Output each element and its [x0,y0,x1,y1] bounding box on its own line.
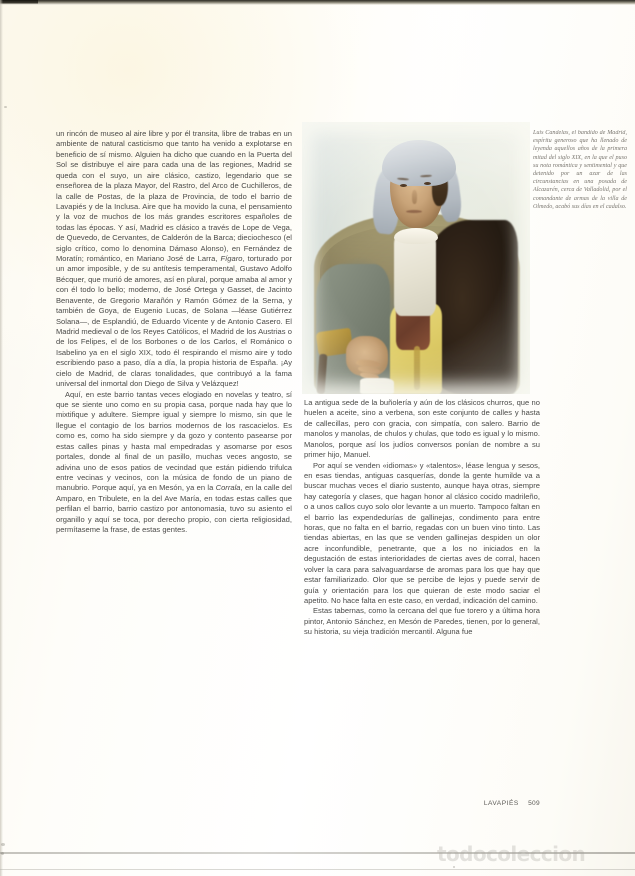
italic-title: Fígaro [220,254,243,264]
scan-bottom-seam-secondary [0,869,635,870]
scan-speck [4,106,7,108]
body-text-right-column [304,398,540,638]
running-foot [304,800,540,807]
paragraph: un rincón de museo al aire libre y por él transita, libre de trabas en un ambiente de natural casticismo que tanto ha venido a explotarse en beneficio de sí mismo. Alguien ha dicho que cuando en la Puerta del Sol se distribuye el aire para cada una de las regiones, Madrid se queda con el suyo, un aire clásico, castizo, legendario que se enseñorea de la plaza Mayor, del Rastro, del Arco de Cuchilleros, de la calle de Postas, de la plaza de Provincia, de todo el barrio de Lavapiés y de la Inclusa. Aire que ha movido la cuna, el pensamiento y la voz de muchos de los más grandes escritores españoles de todas las épocas. Y así, Madrid es clásico a través de Lope de Vega, de Quevedo, de Cervantes, de Calderón de la Barca; dieciochesco (el siglo crítico, como lo denomina Dámaso Alonso), en Fernández de Moratín; romántico, en Mariano José de Larra, Fígaro, torturado por un amor imposible, y de su antítesis temperamental, Gustavo Adolfo Bécquer, que murió de amores, así en plural, porque amaba al amor y con él todo lo bello; moderno, de José Ortega y Gasset, de Jacinto Benavente, de Gregorio Marañón y Ramón Gómez de la Serna, y también de Goya, de Eugenio Lucas, de Solana —léase Gutiérrez Solana—, de Esplandiú, de Eduardo Vicente y de Antonio Casero. El Madrid medieval o de los Reyes Católicos, el Madrid de los Austrias o de los Felipes, el de los Borbones o de los Carlos, el Románico o Isabelino ya en el siglo XIX, todo él respirando el mismo aire y todo escribiendo paso a paso, día a día, la propia historia de España. ¡Ay cielo de Madrid, de claras tonalidades, que contribuyó a la fama universal del inmortal don Diego de Silva y Velázquez! [56,129,292,389]
scan-speck [453,866,455,868]
running-foot-section: LAVAPIÉS [483,800,519,807]
illustration-caption: Luis Candelas, el bandido de Madrid, espíritu generoso que ha llenado de leyenda aquellos años de la primera mitad del siglo XIX, en la que el puso su nota romántica y sentimental y que detenido por un azar de las circunstancias en una posada de Alcazarén, cerca de Valladolid, por el comandante de armas de la villa de Olmedo, acabó sus días en el cadalso. [533,130,627,210]
scan-speck [1,852,4,855]
body-text-left-column [56,129,292,535]
page-folio-number: 509 [528,800,540,807]
paragraph: Estas tabernas, como la cercana del que fue torero y a última hora pintor, Antonio Sánchez, en Mesón de Paredes, tienen, por lo general, su historia, su vieja tradición mercantil. Alguna fue [304,606,540,637]
paragraph: La antigua sede de la buñolería y aún de los clásicos churros, que no huelen a aceite, sino a verbena, son este conjunto de calles y hasta de callecillas, pero con gracia, con simpatía, con salero. Barrio de manolos y manolas, de chulos y chulas, que todo es igual y lo mismo. Manolos, porque así los judíos conversos ponían de nombre a su primer hijo, Manuel. [304,398,540,460]
site-watermark: todocoleccion [437,842,586,866]
italic-title: Corrala [215,483,241,493]
portrait-illustration [302,122,530,394]
scan-speck [1,843,5,846]
vignette-overlay [302,122,530,394]
paragraph: Aquí, en este barrio tantas veces elogiado en novelas y teatro, sí que se siente uno como en su propia casa, porque nada hay que lo mixtifique y adultere. Siempre igual y siempre lo mismo, sin que le llegue el contagio de los barrios modernos de los rascacielos. Es como es, como ha sido siempre y da gozo y contento pasearse por estas calles pinas y hasta mal empedradas y asomarse por esos portales, donde al final de un pasillo, muchas veces angosto, se adivina uno de esos patios de vecindad que están pidiendo trifulca entre vecinas y vecinos, con la música de fondo de un piano de manubrio. Porque aquí, ya en Mesón, ya en la Corrala, en la calle del Amparo, en Tribulete, en la del Ave María, en todas estas calles que perfilan el barrio, barrio castizo por antonomasia, tuvo su asiento el organillo y aquí se toca, por derecho propio, con cierta religiosidad, permítaseme la frase, de estas gentes. [56,389,293,535]
paragraph: Por aquí se venden «idiomas» y «talentos», léase lengua y sesos, en esas tiendas, antiguas casquerías, donde la gente humilde va a buscar muchas veces el diario sustento, aunque haya otras, siempre hay categoría y clases, que hagan honor al clásico cocido madrileño, o a unos callos cuyo solo olor levante a un muerto. Tampoco faltan en el barrio las expendedurías de gallinejas, condimento para entre horas, que no falta en el barrio, regadas con un buen vino tinto. Las tiendas abiertas, en las que se venden gallinejas despiden un olor acre inconfundible, penetrante, que a los no iniciados en la degustación de estas interioridades de ciertas aves de corral, hacen volver la cara para salvaguardarse de aromas para los que hay que estar familiarizado. Olor que se percibe de lejos y puede servir de guía y orientación para los que quieran de este modo saciar el apetito. No hace falta en este caso, en verdad, indicación del camino. [304,460,540,606]
